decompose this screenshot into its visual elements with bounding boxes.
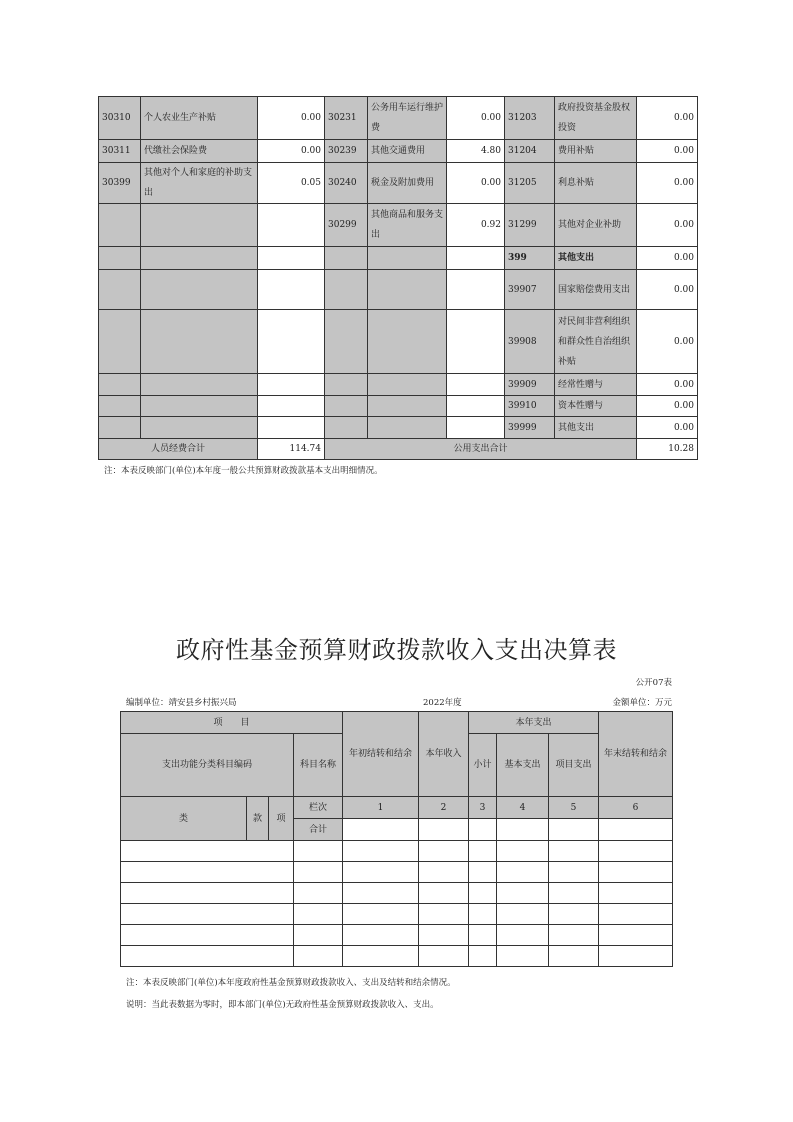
header-kuan: 款 (247, 797, 269, 841)
empty-cell (599, 946, 673, 967)
column-number: 6 (599, 797, 673, 819)
amount-cell (447, 247, 505, 270)
code-cell: 31205 (505, 163, 555, 204)
header-expense: 本年支出 (469, 712, 599, 734)
name-cell: 其他对个人和家庭的补助支出 (141, 163, 258, 204)
name-cell (141, 270, 258, 310)
table-row (121, 925, 673, 946)
empty-cell (469, 883, 497, 904)
currency-unit: 金额单位：万元 (612, 698, 672, 708)
header-end-balance: 年末结转和结余 (599, 712, 673, 797)
empty-cell (294, 925, 343, 946)
empty-cell (497, 841, 549, 862)
empty-cell (343, 946, 419, 967)
empty-cell (599, 883, 673, 904)
column-number: 3 (469, 797, 497, 819)
name-cell (141, 396, 258, 417)
header-project: 项目支出 (549, 734, 599, 797)
total-cell (419, 819, 469, 841)
empty-cell (419, 904, 469, 925)
code-cell: 30399 (99, 163, 141, 204)
amount-cell: 0.00 (447, 163, 505, 204)
name-cell: 国家赔偿费用支出 (555, 270, 637, 310)
amount-cell: 0.00 (637, 163, 698, 204)
code-cell (99, 204, 141, 247)
total-cell (469, 819, 497, 841)
table2-remark: 说明：当此表数据为零时，即本部门(单位)无政府性基金预算财政拨款收入、支出。 (126, 1000, 439, 1010)
code-cell: 30311 (99, 140, 141, 163)
table-row (121, 904, 673, 925)
code-cell: 30231 (325, 97, 368, 140)
empty-cell (343, 841, 419, 862)
amount-cell (258, 247, 325, 270)
name-cell (368, 396, 447, 417)
column-number: 2 (419, 797, 469, 819)
form-number: 公开07表 (635, 678, 672, 688)
name-cell (141, 417, 258, 439)
amount-cell: 0.92 (447, 204, 505, 247)
name-cell: 代缴社会保险费 (141, 140, 258, 163)
amount-cell (258, 310, 325, 374)
header-begin-balance: 年初结转和结余 (343, 712, 419, 797)
header-income: 本年收入 (419, 712, 469, 797)
name-cell: 对民间非营利组织和群众性自治组织补贴 (555, 310, 637, 374)
code-cell (325, 417, 368, 439)
name-cell: 其他支出 (555, 417, 637, 439)
header-basic: 基本支出 (497, 734, 549, 797)
empty-cell (419, 883, 469, 904)
amount-cell (258, 396, 325, 417)
amount-cell: 0.05 (258, 163, 325, 204)
page-title: 政府性基金预算财政拨款收入支出决算表 (176, 636, 617, 664)
amount-cell (447, 374, 505, 396)
amount-cell: 0.00 (637, 140, 698, 163)
table-row (99, 270, 698, 310)
amount-cell (258, 204, 325, 247)
empty-cell (121, 862, 294, 883)
name-cell: 公务用车运行维护费 (368, 97, 447, 140)
name-cell: 其他交通费用 (368, 140, 447, 163)
empty-cell (343, 904, 419, 925)
table2-note: 注：本表反映部门(单位)本年度政府性基金预算财政拨款收入、支出及结转和结余情况。 (126, 978, 456, 988)
code-cell (99, 310, 141, 374)
column-number: 4 (497, 797, 549, 819)
code-cell (325, 310, 368, 374)
code-cell: 31204 (505, 140, 555, 163)
code-cell: 399 (505, 247, 555, 270)
table-row (121, 946, 673, 967)
amount-cell: 0.00 (637, 417, 698, 439)
name-cell: 其他支出 (555, 247, 637, 270)
empty-cell (469, 925, 497, 946)
header-name: 科目名称 (294, 734, 343, 797)
empty-cell (121, 904, 294, 925)
code-cell (325, 247, 368, 270)
code-cell: 39908 (505, 310, 555, 374)
empty-cell (294, 883, 343, 904)
empty-cell (549, 925, 599, 946)
code-cell: 30239 (325, 140, 368, 163)
amount-cell (447, 417, 505, 439)
empty-cell (599, 904, 673, 925)
total-cell (549, 819, 599, 841)
empty-cell (549, 946, 599, 967)
compiling-unit: 编制单位：靖安县乡村振兴局 (126, 698, 237, 708)
personnel-total-label: 人员经费合计 (99, 439, 258, 460)
code-cell (325, 396, 368, 417)
empty-cell (599, 925, 673, 946)
name-cell (141, 247, 258, 270)
empty-cell (599, 841, 673, 862)
amount-cell: 0.00 (637, 310, 698, 374)
amount-cell: 0.00 (637, 247, 698, 270)
code-cell: 30310 (99, 97, 141, 140)
name-cell: 其他商品和服务支出 (368, 204, 447, 247)
basic-expenditure-table (98, 96, 698, 460)
table-row (121, 883, 673, 904)
name-cell: 个人农业生产补贴 (141, 97, 258, 140)
amount-cell: 0.00 (637, 204, 698, 247)
amount-cell: 0.00 (637, 374, 698, 396)
empty-cell (469, 904, 497, 925)
total-label: 合计 (294, 819, 343, 841)
empty-cell (469, 841, 497, 862)
name-cell: 政府投资基金股权投资 (555, 97, 637, 140)
empty-cell (419, 925, 469, 946)
code-cell (99, 374, 141, 396)
empty-cell (294, 841, 343, 862)
code-cell (325, 270, 368, 310)
empty-cell (343, 925, 419, 946)
table-row (99, 417, 698, 439)
fiscal-year: 2022年度 (423, 698, 462, 708)
empty-cell (549, 862, 599, 883)
name-cell: 经常性赠与 (555, 374, 637, 396)
code-cell (99, 396, 141, 417)
empty-cell (497, 904, 549, 925)
total-cell (343, 819, 419, 841)
code-cell: 31203 (505, 97, 555, 140)
code-cell: 30299 (325, 204, 368, 247)
code-cell: 39910 (505, 396, 555, 417)
column-number: 1 (343, 797, 419, 819)
name-cell (141, 374, 258, 396)
header-item: 项 目 (121, 712, 343, 734)
amount-cell: 4.80 (447, 140, 505, 163)
amount-cell (447, 310, 505, 374)
name-cell: 其他对企业补助 (555, 204, 637, 247)
table-row (99, 310, 698, 374)
code-cell (325, 374, 368, 396)
empty-cell (497, 946, 549, 967)
table1-note: 注：本表反映部门(单位)本年度一般公共预算财政拨款基本支出明细情况。 (104, 466, 383, 476)
name-cell: 利息补贴 (555, 163, 637, 204)
personnel-total-value: 114.74 (258, 439, 325, 460)
empty-cell (121, 883, 294, 904)
amount-cell (447, 396, 505, 417)
public-total-value: 10.28 (637, 439, 698, 460)
code-cell (99, 247, 141, 270)
empty-cell (294, 862, 343, 883)
header-lei: 类 (121, 797, 247, 841)
amount-cell (258, 374, 325, 396)
header-subtotal: 小计 (469, 734, 497, 797)
name-cell (141, 204, 258, 247)
empty-cell (419, 862, 469, 883)
total-cell (599, 819, 673, 841)
empty-cell (121, 841, 294, 862)
empty-cell (343, 862, 419, 883)
name-cell (368, 270, 447, 310)
empty-cell (469, 946, 497, 967)
name-cell (141, 310, 258, 374)
code-cell: 39907 (505, 270, 555, 310)
amount-cell: 0.00 (637, 270, 698, 310)
table-row (121, 841, 673, 862)
table-row (99, 396, 698, 417)
table-row (99, 247, 698, 270)
empty-cell (549, 883, 599, 904)
government-fund-table (120, 711, 673, 967)
amount-cell: 0.00 (447, 97, 505, 140)
empty-cell (294, 946, 343, 967)
total-cell (497, 819, 549, 841)
empty-cell (497, 862, 549, 883)
empty-cell (497, 925, 549, 946)
amount-cell (258, 417, 325, 439)
column-number: 5 (549, 797, 599, 819)
empty-cell (549, 841, 599, 862)
name-cell (368, 417, 447, 439)
empty-cell (469, 862, 497, 883)
table-row (99, 97, 698, 140)
empty-cell (343, 883, 419, 904)
name-cell: 资本性赠与 (555, 396, 637, 417)
table-row (99, 163, 698, 204)
amount-cell: 0.00 (258, 97, 325, 140)
empty-cell (121, 925, 294, 946)
code-cell: 30240 (325, 163, 368, 204)
amount-cell (447, 270, 505, 310)
public-total-label: 公用支出合计 (325, 439, 637, 460)
header-column-no: 栏次 (294, 797, 343, 819)
table-row (121, 862, 673, 883)
code-cell (99, 270, 141, 310)
header-xiang: 项 (269, 797, 294, 841)
table-row (99, 374, 698, 396)
empty-cell (121, 946, 294, 967)
name-cell (368, 374, 447, 396)
empty-cell (549, 904, 599, 925)
amount-cell: 0.00 (637, 97, 698, 140)
amount-cell: 0.00 (258, 140, 325, 163)
empty-cell (419, 946, 469, 967)
name-cell (368, 310, 447, 374)
header-code: 支出功能分类科目编码 (121, 734, 294, 797)
empty-cell (599, 862, 673, 883)
table-row (99, 204, 698, 247)
amount-cell: 0.00 (637, 396, 698, 417)
name-cell: 费用补贴 (555, 140, 637, 163)
empty-cell (497, 883, 549, 904)
table-row (99, 140, 698, 163)
code-cell: 39999 (505, 417, 555, 439)
empty-cell (419, 841, 469, 862)
code-cell: 31299 (505, 204, 555, 247)
amount-cell (258, 270, 325, 310)
name-cell: 税金及附加费用 (368, 163, 447, 204)
code-cell (99, 417, 141, 439)
name-cell (368, 247, 447, 270)
code-cell: 39909 (505, 374, 555, 396)
empty-cell (294, 904, 343, 925)
